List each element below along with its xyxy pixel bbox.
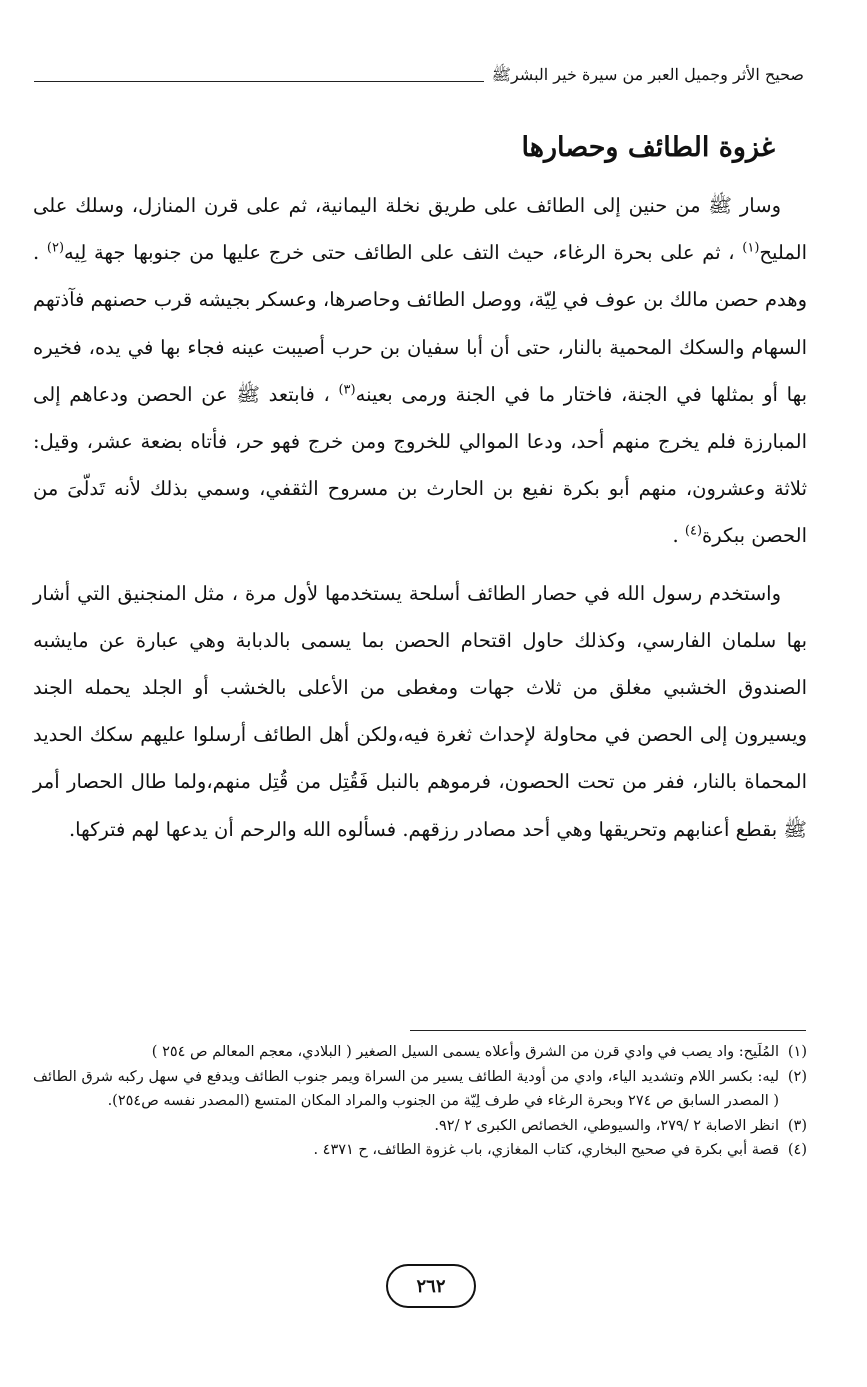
paragraph-2 [33,570,807,853]
running-header [34,58,804,88]
footnote-ref-4: (٤) [684,523,703,539]
paragraph-text: وسار ﷺ من حنين إلى الطائف على طريق نخلة اليمانية، ثم على قرن المنازل، وسلك على المليح [33,194,807,265]
footnote-1 [33,1040,807,1065]
footnotes [33,1040,807,1163]
paragraph-text: ، فابتعد ﷺ عن الحصن ودعاهم إلى المبارزة فلم يخرج منهم أحد، ودعا الموالي للخروج ومن خرج فهو حر، فأتاه بضعة عشر، وقيل: ثلاثة وعشرون، منهم أبو بكرة نفيع بن الحارث بن مسروح الثقفي، وسمي بذلك لأنه تَدلّىَ من الحصن ببكرة [33,382,807,548]
footnote-4 [33,1138,807,1163]
paragraph-text: . [672,524,685,548]
footnote-ref-1: (١) [742,240,760,256]
footnote-ref-3: (٣) [338,382,356,398]
paragraph-text: واستخدم رسول الله في حصار الطائف أسلحة يستخدمها لأول مرة ، مثل المنجنيق التي أشار بها سلمان الفارسي، وكذلك حاول اقتحام الحصن بما يسمى بالدبابة وهي عبارة عن مايشبه الصندوق الخشبي مغلق من ثلاث جهات ومغطى من الأعلى بالخشب أو الجلد يحمله الجند ويسيرون إلى الحصن في محاولة لإحداث ثغرة فيه،ولكن أهل الطائف أرسلوا عليهم سكك الحديد المحماة بالنار، ففر من تحت الحصون، فرموهم بالنبل فَقُتِل من قُتِل منهم،ولما طال الحصار أمر ﷺ بقطع أعنابهم وتحريقها وهي أحد مصادر رزقهم. فسألوه الله والرحم أن يدعها لهم فتركها. [33,581,807,841]
footnote-separator [410,1030,806,1031]
footnote-number: (٢) [787,1068,807,1085]
footnote-3 [33,1114,807,1139]
page-number: ٢٦٢ [416,1275,446,1297]
body-text [33,182,807,853]
footnote-text: قصة أبي بكرة في صحيح البخاري، كتاب المغازي، باب غزوة الطائف، ح ٤٣٧١ . [313,1142,779,1158]
footnote-number: (٤) [787,1142,807,1158]
paragraph-1 [33,182,807,560]
page-number-frame [386,1264,476,1308]
section-title: غزوة الطائف وحصارها [521,132,775,163]
running-title: صحيح الأثر وجميل العبر من سيرة خير البشرﷺ [491,65,804,84]
footnote-number: (٣) [787,1117,807,1134]
footnote-text: المُلَيح: واد يصب في وادي قرن من الشرق وأعلاه يسمى السيل الصغير ( البلادي، معجم المعالم ص ٢٥٤ ) [151,1044,779,1060]
paragraph-text: . وهدم حصن مالك بن عوف في لِيّة، ووصل الطائف وحاصرها، وعسكر بجيشه قرب حصنهم فآذتهم السهام والسكك المحمية بالنار، حتى أن أبا سفيان بن حرب أصيبت عينه فجاء بها في يده، فخيره بها أو بمثلها في الجنة، فاختار ما في الجنة ورمى بعينه [33,241,807,406]
footnote-2 [33,1065,807,1114]
paragraph-text: ، ثم على بحرة الرغاء، حيث التف على الطائف حتى خرج عليها من جنوبها جهة لِيه [64,241,743,265]
footnote-ref-2: (٢) [46,240,65,256]
footnote-text: انظر الاصابة ٢ /٢٧٩، والسيوطي، الخصائص الكبرى ٢ /٩٢. [434,1117,779,1134]
header-rule [34,81,484,82]
footnote-number: (١) [787,1044,807,1060]
footnote-text: ليه: بكسر اللام وتشديد الياء، وادي من أودية الطائف يسير من السراة ويمر جنوب الطائف ويدفع في سهل ركبه شرق الطائف ( المصدر السابق ص ٢٧٤ وبحرة الرغاء في طرف لِيّة من الجنوب والمراد المكان المتسع (المصدر نفسه ص٢٥٤). [33,1068,779,1109]
